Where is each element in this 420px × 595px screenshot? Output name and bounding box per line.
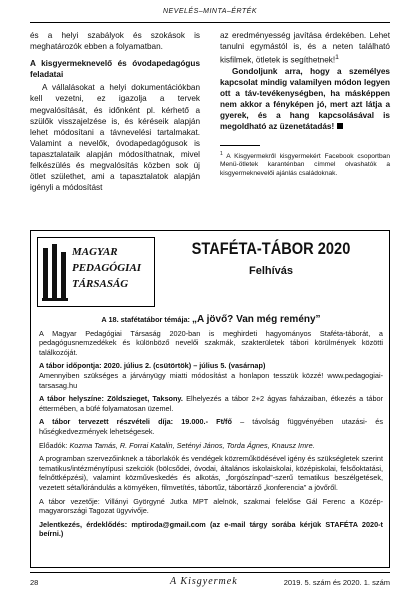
right-paragraph-2-text: Gondoljunk arra, hogy a személyes kapcsolat mindig valamilyen módon legyen ott a táv-tevékenységben, ha másképpen nem akkor a fényképen jó, mert azt látja a gyerek, és a hang kapcsolásával is megoldható az üzenetátadás! — [220, 67, 390, 132]
date-note: Amennyiben szükséges a járványügy miatti módosítást a honlapon tesszük közzé! www.pedagogiai-tarsasag.hu — [39, 370, 383, 390]
theme-quote: „A jövő? Van még remény” — [192, 314, 321, 325]
leader-text: Villányi Györgyné Jutka MPT alelnök, szakmai felelőse Gál Ferenc a Közép-magyarországi Tagozat ügyvivője. — [39, 496, 383, 516]
footnote-ref: 1 — [335, 54, 339, 62]
left-column — [30, 30, 200, 193]
left-paragraph-2: A vállalásokat a helyi dokumentációkban kell vezetni, ez igazolja a tervek megvalósítását, és időnként pl. kérhető a szülők visszajelzése is, és kéréseik alapján lehet módosítani a távnevelési tartalmakat. Valamint a nevelők, óvodapedagógusok is tapasztalataik alapján módosíthatnak, mivel felkészülés és megvalósítás közben sok új ötlet születhet, ami a tapasztalatok alapján igényli a módosítást — [30, 83, 200, 193]
venue-paragraph — [39, 394, 383, 413]
program-paragraph: A programban szervezőinknek a táborlakók és vendégek közreműködésével igény és szükségletek szerint tematikus/intézménytípusi szekciók (bölcsődei, óvodai, általános iskolaiskolai, középiskolai, felsőoktatási, felnőttképzési), valamint közműveskedés és alkotás, „forgószínpad”-szerű tematikus beszélgetések, vezetett séta/kirándulás a környéken, filmvetítés, tábortűz, tábortárző „konferencia” a jövőről. — [39, 454, 383, 492]
right-paragraph-2 — [220, 66, 390, 133]
footnote-rule — [220, 145, 260, 146]
speakers-paragraph — [39, 441, 383, 451]
venue-text: Elhelyezés a tábor 2+2 ágyas faházaiban, étkezés a tábor éttermében, a büfé folyamatosan üzemel. — [39, 394, 384, 413]
header-rule — [30, 22, 390, 23]
date-paragraph — [39, 361, 383, 390]
footnote-mark: 1 — [220, 150, 223, 157]
leader-paragraph — [39, 497, 383, 516]
logo-line-2: PEDAGÓGIAI — [72, 262, 142, 274]
venue-label: A tábor helyszíne: Zöldszieget, Taksony. — [39, 394, 183, 404]
fee-label: A tábor tervezett részvételi díja: 19.000.- Ft/fő — [39, 417, 232, 427]
section-heading: A kisgyermeknevelő és óvodapedagógus feladatai — [30, 59, 200, 80]
box-title: STAFÉTA-TÁBOR 2020 — [191, 239, 351, 258]
speakers-list: Kozma Tamás, R. Forrai Katalin, Setényi János, Torda Ágnes, Knausz Imre. — [69, 440, 315, 450]
box-body — [39, 315, 383, 543]
right-column — [220, 30, 390, 179]
magazine-name: A Kisgyermek — [170, 576, 238, 587]
right-paragraph-1 — [220, 30, 390, 66]
theme-label: A 18. stafétatábor témája: — [101, 315, 190, 324]
box-subtitle: Felhívás — [248, 265, 294, 277]
logo-text — [72, 244, 141, 292]
page-number: 28 — [30, 578, 39, 587]
running-header: NEVELÉS–MINTA–ÉRTÉK — [162, 8, 258, 15]
footer-rule — [30, 572, 390, 573]
end-square-icon — [337, 123, 343, 129]
logo-line-3: TÁRSASÁG — [72, 278, 129, 290]
pillars-logo-icon — [42, 242, 68, 302]
fee-text: – távolság függvényében utazási- és hűségkedvezmények lehetségesek. — [39, 417, 384, 436]
fee-paragraph — [39, 417, 383, 436]
left-paragraph-1: és a helyi szabályok és szokások is meghatározók ebben a folyamatban. — [30, 31, 200, 52]
footnote-text: A Kisgyermekről kisgyermekért Facebook csoportban Menü-ötletek karanténban címmel olvashatók a kisgyermeknevelői ajánlás családoknak. — [220, 152, 390, 177]
mpt-logo — [37, 237, 155, 307]
theme-line — [39, 315, 383, 325]
right-paragraph-1-text: az eredményesség javítása érdekében. Lehet tanulni egymástól is, és a neten található kisfilmek, ötletek is segíthetnek! — [220, 31, 390, 65]
issue-info: 2019. 5. szám és 2020. 1. szám — [283, 578, 390, 587]
logo-line-1: MAGYAR — [72, 246, 118, 258]
speakers-label: Előadók: — [39, 440, 68, 450]
leader-label: A tábor vezetője: — [39, 496, 100, 506]
intro-paragraph: A Magyar Pedagógiai Társaság 2020-ban is meghirdeti hagyományos Staféta-táborát, a pedagógusnemzedékek és különböző nevelői szakmák, szakterületek tábori körülmények közötti találkozóját. — [39, 328, 383, 357]
apply-paragraph: Jelentkezés, érdeklődés: mptiroda@gmail.com (az e-mail tárgy sorába kérjük STAFÉTA 2020-t beírni.) — [39, 519, 383, 539]
announcement-box — [30, 230, 390, 568]
footnote — [220, 150, 390, 179]
date-label: A tábor időpontja: 2020. július 2. (csütörtök) – július 5. (vasárnap) — [39, 361, 266, 371]
